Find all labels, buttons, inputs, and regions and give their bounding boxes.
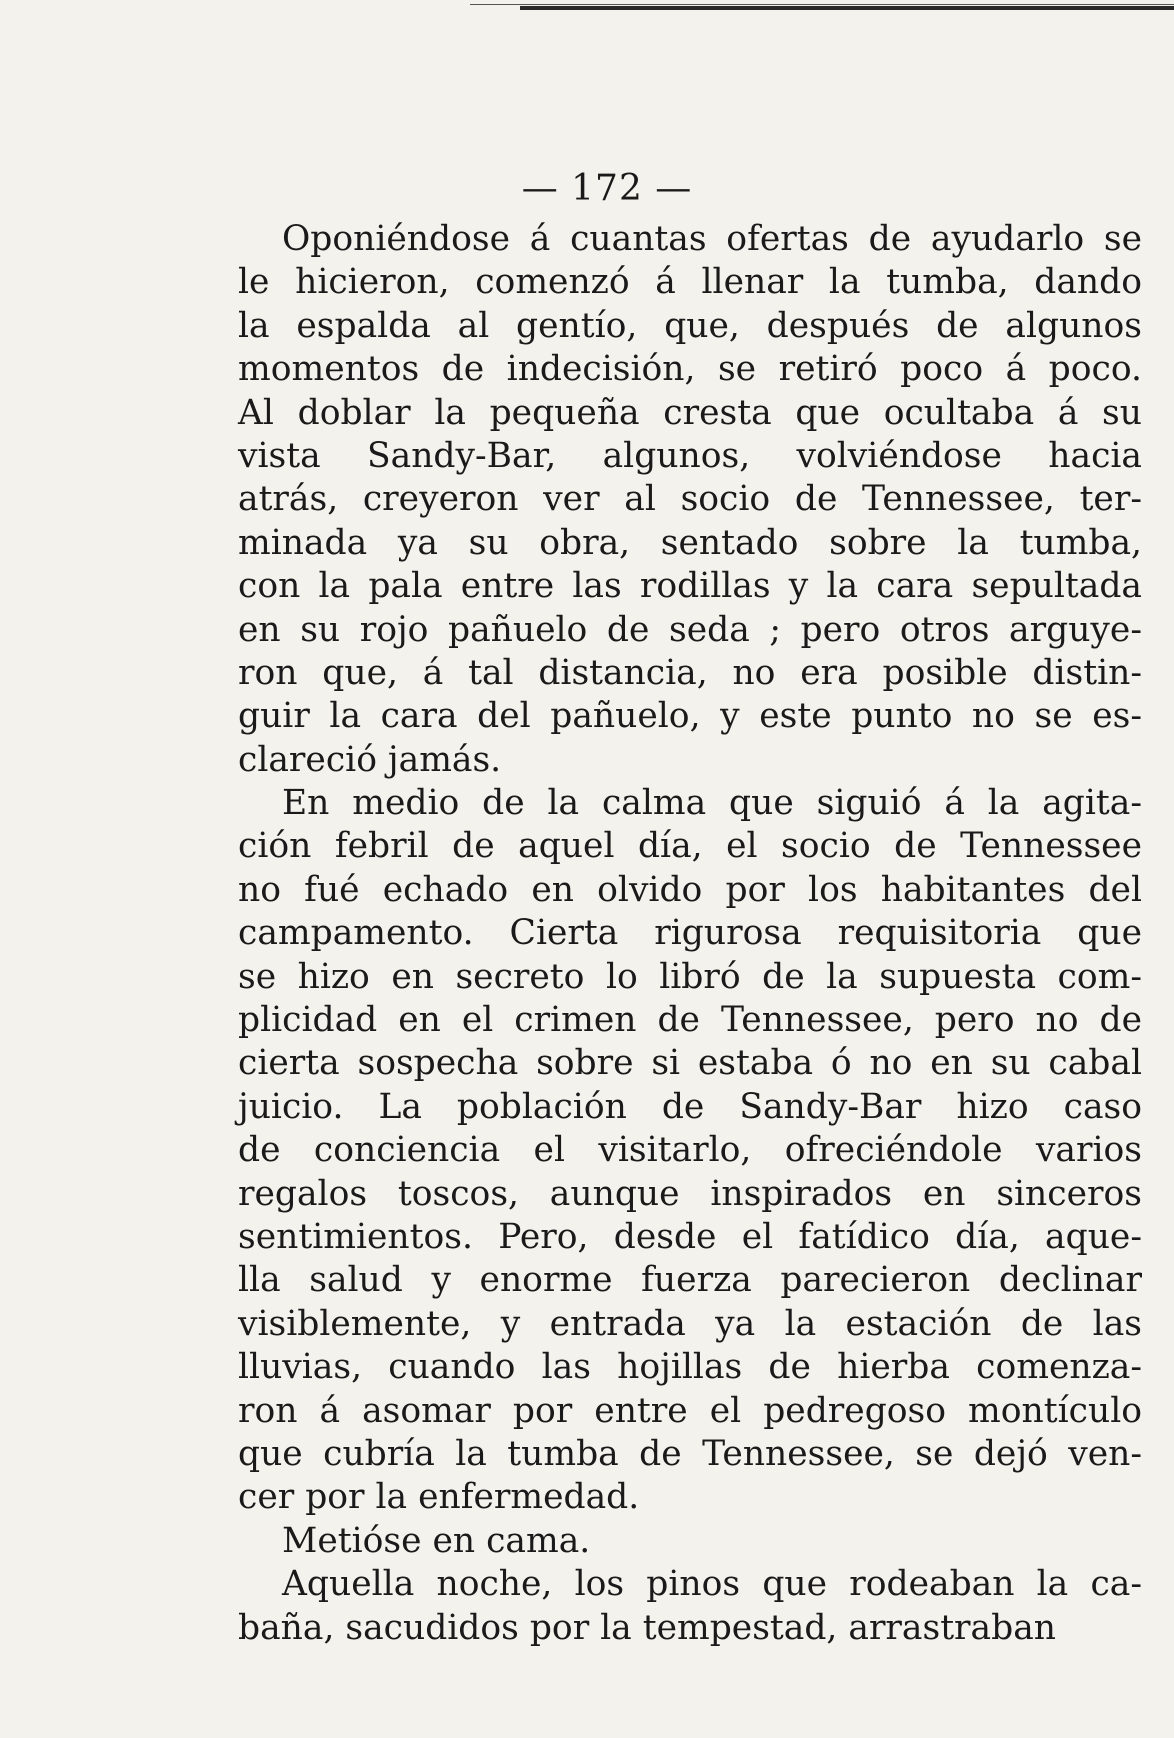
top-edge-rule-thin bbox=[470, 4, 1174, 5]
text-line: En medio de la calma que siguió á la agita- bbox=[282, 783, 1142, 824]
text-line: Al doblar la pequeña cresta que ocultaba á su bbox=[238, 392, 1142, 433]
text-line: le hicieron, comenzó á llenar la tumba, dando bbox=[238, 262, 1142, 303]
top-edge-rule bbox=[520, 6, 1174, 10]
text-line: lluvias, cuando las hojillas de hierba comenza- bbox=[238, 1347, 1142, 1388]
text-line: Aquella noche, los pinos que rodeaban la ca- bbox=[282, 1564, 1142, 1605]
text-line: visiblemente, y entrada ya la estación de las bbox=[238, 1303, 1142, 1344]
text-line: ron que, á tal distancia, no era posible distin- bbox=[238, 652, 1142, 693]
text-line: ron á asomar por entre el pedregoso montículo bbox=[238, 1390, 1142, 1431]
text-line: en su rojo pañuelo de seda ; pero otros arguye- bbox=[238, 609, 1142, 650]
text-line: vista Sandy-Bar, algunos, volviéndose hacia bbox=[238, 435, 1142, 476]
text-line: plicidad en el crimen de Tennessee, pero no de bbox=[238, 1000, 1142, 1041]
text-line: momentos de indecisión, se retiró poco á poco. bbox=[238, 349, 1142, 390]
text-line: cer por la enfermedad. bbox=[238, 1477, 640, 1518]
paragraph bbox=[238, 218, 1142, 782]
body-text bbox=[238, 218, 1142, 1650]
text-line: campamento. Cierta rigurosa requisitoria que bbox=[238, 913, 1142, 954]
text-line: juicio. La población de Sandy-Bar hizo caso bbox=[238, 1086, 1142, 1127]
text-line: Oponiéndose á cuantas ofertas de ayudarlo se bbox=[282, 219, 1142, 259]
text-line: guir la cara del pañuelo, y este punto no se es- bbox=[238, 696, 1142, 737]
text-line: clareció jamás. bbox=[238, 739, 502, 780]
text-line: atrás, creyeron ver al socio de Tennessee, ter- bbox=[238, 479, 1142, 520]
text-line: la espalda al gentío, que, después de algunos bbox=[238, 305, 1142, 346]
text-line: que cubría la tumba de Tennessee, se dejó ven- bbox=[238, 1433, 1142, 1474]
paragraph bbox=[238, 782, 1142, 1520]
text-line: lla salud y enorme fuerza parecieron declinar bbox=[238, 1260, 1142, 1301]
paragraph bbox=[238, 1563, 1142, 1650]
page-number: — 172 — bbox=[521, 168, 693, 209]
text-line: ción febril de aquel día, el socio de Tennessee bbox=[238, 826, 1142, 867]
text-line: minada ya su obra, sentado sobre la tumba, bbox=[238, 522, 1142, 563]
text-line: Metióse en cama. bbox=[282, 1520, 591, 1561]
text-line: de conciencia el visitarlo, ofreciéndole varios bbox=[238, 1130, 1142, 1171]
text-line: cierta sospecha sobre si estaba ó no en su cabal bbox=[238, 1043, 1142, 1084]
text-line: se hizo en secreto lo libró de la supuesta com- bbox=[238, 956, 1142, 997]
paragraph bbox=[238, 1520, 1142, 1563]
text-line: con la pala entre las rodillas y la cara sepultada bbox=[238, 566, 1142, 607]
text-line: regalos toscos, aunque inspirados en sinceros bbox=[238, 1173, 1142, 1214]
text-line: no fué echado en olvido por los habitantes del bbox=[238, 869, 1142, 910]
text-line: sentimientos. Pero, desde el fatídico día, aque- bbox=[238, 1216, 1142, 1257]
text-line: baña, sacudidos por la tempestad, arrastraban bbox=[238, 1607, 1056, 1648]
